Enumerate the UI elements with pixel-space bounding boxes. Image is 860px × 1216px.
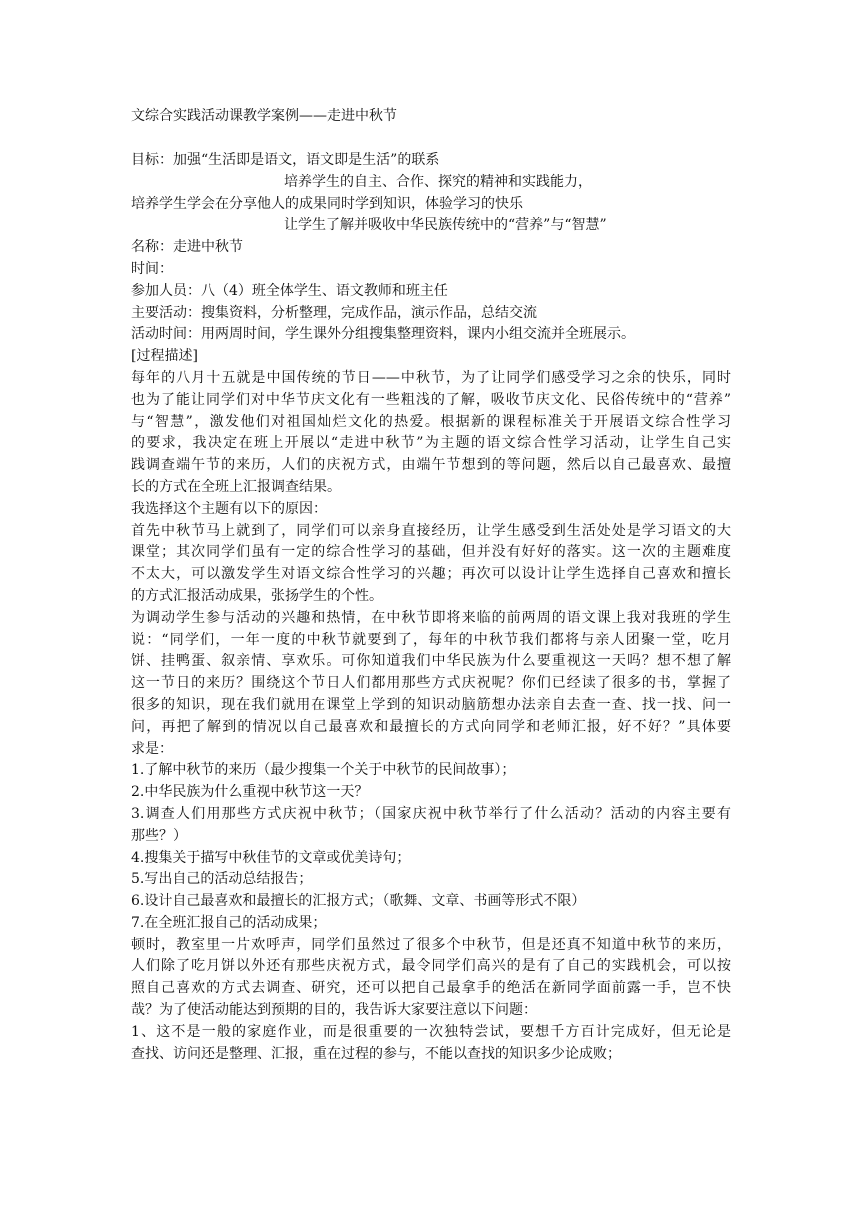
document-body: [131, 150, 731, 1065]
paragraph-line: 照自己喜欢的方式去调查、研究，还可以把自己最拿手的绝活在新同学面前露一手，岂不快: [131, 980, 731, 997]
paragraph-line: 问，再把了解到的情况以自己最喜欢和最擅长的方式向同学和老师汇报，好不好？”具体要: [131, 718, 731, 735]
paragraph-line: 课堂；其次同学们虽有一定的综合性学习的基础，但并没有好好的落实。这一次的主题难度: [131, 544, 731, 561]
paragraph-line: 顿时，教室里一片欢呼声，同学们虽然过了很多个中秋节，但是还真不知道中秋节的来历，: [131, 936, 731, 953]
paragraph-line: 首先中秋节马上就到了，同学们可以亲身直接经历，让学生感受到生活处处是学习语文的大: [131, 522, 731, 539]
task-item: 1.了解中秋节的来历（最少搜集一个关于中秋节的民间故事）；: [131, 762, 516, 779]
paragraph-line: 不太大，可以激发学生对语文综合性学习的兴趣；再次可以设计让学生选择自己喜欢和擅长: [131, 566, 731, 583]
paragraph-line: 为调动学生参与活动的兴趣和热情，在中秋节即将来临的前两周的语文课上我对我班的学生: [131, 609, 731, 626]
participants: 参加人员：八（4）班全体学生、语文教师和班主任: [131, 282, 448, 299]
main-activities: 主要活动：搜集资料，分析整理，完成作品，演示作品，总结交流: [131, 304, 537, 321]
paragraph-line: 查找、访问还是整理、汇报，重在过程的参与，不能以查找的知识多少论成败；: [131, 1045, 621, 1062]
activity-time: 时间：: [131, 260, 173, 277]
document-title: 文综合实践活动课教学案例——走进中秋节: [131, 108, 397, 124]
paragraph-line: 这一节日的来历？围绕这个节日人们都用那些方式庆祝呢？你们已经读了很多的书，掌握了: [131, 675, 731, 692]
paragraph-line: 每年的八月十五就是中国传统的节日——中秋节，为了让同学们感受学习之余的快乐，同时: [131, 369, 731, 386]
reason-intro: 我选择这个主题有以下的原因：: [131, 500, 327, 517]
goal-line: 培养学生学会在分享他人的成果同时学到知识，体验学习的快乐: [131, 195, 523, 212]
paragraph-line: 与“智慧”，激发他们对祖国灿烂文化的热爱。根据新的课程标准关于开展语文综合性学习: [131, 413, 731, 430]
task-item: 7.在全班汇报自己的活动成果；: [131, 914, 327, 931]
activity-duration: 活动时间：用两周时间，学生课外分组搜集整理资料，课内小组交流并全班展示。: [131, 326, 635, 343]
paragraph-line: 也为了能让同学们对中华节庆文化有一些粗浅的了解，吸收节庆文化、民俗传统中的“营养”: [131, 391, 731, 408]
paragraph-line: 长的方式在全班上汇报调查结果。: [131, 478, 341, 495]
paragraph-line: 哉？为了使活动能达到预期的目的，我告诉大家要注意以下问题：: [131, 1002, 537, 1019]
paragraph-line: 践调查端午节的来历，人们的庆祝方式，由端午节想到的等问题，然后以自己最喜欢、最擅: [131, 457, 731, 474]
section-heading: [过程描述]: [131, 348, 198, 365]
task-item: 那些？）: [131, 827, 187, 844]
goal-line: 让学生了解并吸收中华民族传统中的“营养”与“智慧”: [284, 217, 607, 234]
task-item: 6.设计自己最喜欢和最擅长的汇报方式；（歌舞、文章、书画等形式不限）: [131, 893, 586, 910]
paragraph-line: 人们除了吃月饼以外还有那些庆祝方式，最令同学们高兴的是有了自己的实践机会，可以按: [131, 958, 731, 975]
paragraph-line: 饼、挂鸭蛋、叙亲情、享欢乐。可你知道我们中华民族为什么要重视这一天吗？想不想了解: [131, 653, 731, 670]
paragraph-line: 很多的知识，现在我们就用在课堂上学到的知识动脑筋想办法亲自去查一查、找一找、问一: [131, 696, 731, 713]
task-item: 2.中华民族为什么重视中秋节这一天？: [131, 784, 369, 801]
paragraph-line: 求是：: [131, 740, 173, 757]
activity-name: 名称：走进中秋节: [131, 239, 243, 256]
paragraph-line: 1、这不是一般的家庭作业，而是很重要的一次独特尝试，要想千方百计完成好，但无论是: [131, 1023, 731, 1040]
task-item: 3.调查人们用那些方式庆祝中秋节；（国家庆祝中秋节举行了什么活动？活动的内容主要有: [131, 805, 731, 822]
paragraph-line: 说：“同学们，一年一度的中秋节就要到了，每年的中秋节我们都将与亲人团聚一堂，吃月: [131, 631, 731, 648]
task-item: 4.搜集关于描写中秋佳节的文章或优美诗句；: [131, 849, 411, 866]
goal-line: 目标：加强“生活即是语文，语文即是生活”的联系: [131, 152, 440, 168]
task-item: 5.写出自己的活动总结报告；: [131, 871, 313, 888]
paragraph-line: 的要求，我决定在班上开展以“走进中秋节”为主题的语文综合性学习活动，让学生自己实: [131, 435, 731, 452]
paragraph-line: 的方式汇报活动成果，张扬学生的个性。: [131, 587, 383, 604]
goal-line: 培养学生的自主、合作、探究的精神和实践能力，: [284, 173, 592, 190]
